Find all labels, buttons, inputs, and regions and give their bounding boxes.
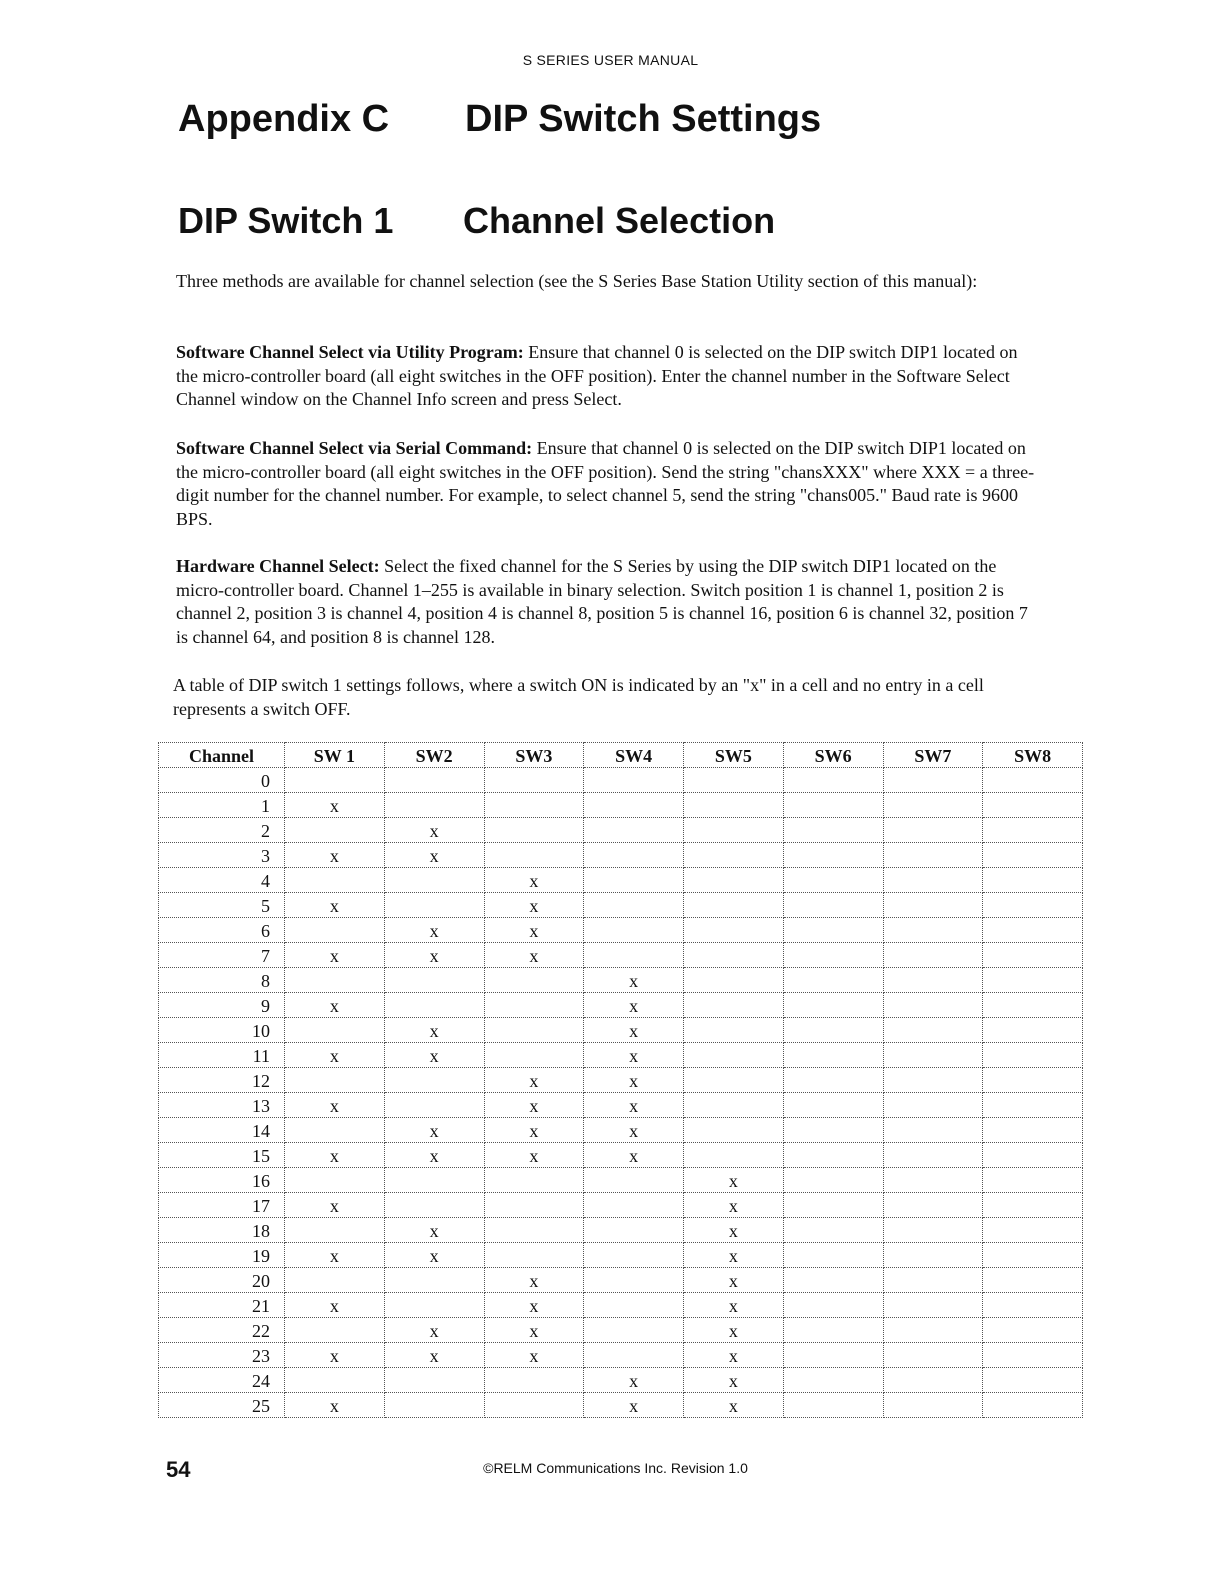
- switch-cell: [983, 1293, 1083, 1318]
- channel-cell: 25: [159, 1393, 285, 1418]
- switch-cell: [384, 1393, 484, 1418]
- channel-cell: 15: [159, 1143, 285, 1168]
- section-title: Channel Selection: [463, 200, 776, 241]
- switch-cell: [484, 1193, 584, 1218]
- switch-cell: [484, 793, 584, 818]
- switch-cell: [783, 1118, 883, 1143]
- page-number: 54: [166, 1457, 191, 1482]
- switch-cell: x: [484, 1068, 584, 1093]
- table-row: [159, 918, 1083, 943]
- switch-cell: x: [384, 1343, 484, 1368]
- switch-cell: [285, 1168, 385, 1193]
- channel-cell: 22: [159, 1318, 285, 1343]
- switch-cell: [983, 1243, 1083, 1268]
- switch-cell: [484, 968, 584, 993]
- switch-cell: [285, 1318, 385, 1343]
- switch-cell: x: [684, 1168, 784, 1193]
- switch-cell: [584, 1193, 684, 1218]
- switch-cell: [883, 1318, 983, 1343]
- switch-cell: x: [285, 793, 385, 818]
- channel-cell: 12: [159, 1068, 285, 1093]
- switch-cell: [484, 993, 584, 1018]
- switch-cell: x: [285, 943, 385, 968]
- switch-cell: [384, 1368, 484, 1393]
- switch-cell: x: [584, 968, 684, 993]
- switch-cell: [484, 1168, 584, 1193]
- channel-cell: 21: [159, 1293, 285, 1318]
- column-header-sw4: SW4: [584, 743, 684, 768]
- switch-cell: [783, 868, 883, 893]
- switch-cell: [783, 843, 883, 868]
- switch-cell: [983, 943, 1083, 968]
- channel-cell: 16: [159, 1168, 285, 1193]
- table-row: [159, 818, 1083, 843]
- switch-cell: [783, 1043, 883, 1068]
- switch-cell: x: [484, 868, 584, 893]
- channel-cell: 17: [159, 1193, 285, 1218]
- switch-cell: [783, 793, 883, 818]
- switch-cell: x: [584, 993, 684, 1018]
- switch-cell: x: [285, 1043, 385, 1068]
- channel-cell: 13: [159, 1093, 285, 1118]
- switch-cell: [584, 793, 684, 818]
- switch-cell: [983, 768, 1083, 793]
- switch-cell: [883, 1118, 983, 1143]
- switch-cell: [783, 768, 883, 793]
- switch-cell: [584, 1318, 684, 1343]
- switch-cell: x: [684, 1218, 784, 1243]
- switch-cell: [384, 1068, 484, 1093]
- switch-cell: [883, 1043, 983, 1068]
- switch-cell: [983, 1318, 1083, 1343]
- switch-cell: [484, 768, 584, 793]
- switch-cell: x: [384, 843, 484, 868]
- switch-cell: x: [484, 918, 584, 943]
- method-text: Ensure that channel 0 is selected on the DIP switch DIP1 located on the micro-controller board (all eight switches in the OFF position). Send the string "chansXXX" where XXX = a three-digit number for the channel number. For example, to select channel 5, send the string "chans005." Baud rate is 9600 BPS.: [176, 438, 1035, 529]
- switch-cell: [584, 818, 684, 843]
- switch-cell: [285, 1118, 385, 1143]
- switch-cell: x: [384, 1318, 484, 1343]
- switch-cell: [285, 1218, 385, 1243]
- switch-cell: [983, 843, 1083, 868]
- switch-cell: [783, 1268, 883, 1293]
- switch-cell: [883, 1143, 983, 1168]
- table-row: [159, 1118, 1083, 1143]
- intro-paragraph: Three methods are available for channel selection (see the S Series Base Station Utility section of this manual):: [176, 271, 978, 291]
- switch-cell: x: [384, 943, 484, 968]
- switch-cell: x: [484, 893, 584, 918]
- table-row: [159, 868, 1083, 893]
- switch-cell: [783, 1193, 883, 1218]
- switch-cell: [883, 968, 983, 993]
- switch-cell: x: [584, 1368, 684, 1393]
- switch-cell: [484, 1243, 584, 1268]
- switch-cell: [584, 843, 684, 868]
- switch-cell: x: [684, 1193, 784, 1218]
- channel-cell: 11: [159, 1043, 285, 1068]
- channel-cell: 3: [159, 843, 285, 868]
- switch-cell: [384, 1093, 484, 1118]
- switch-cell: x: [285, 843, 385, 868]
- method-text: Ensure that channel 0 is selected on the DIP switch DIP1 located on the micro-controller board (all eight switches in the OFF position). Enter the channel number in the Software Select Channel window on the Channel Info screen and press Select.: [176, 342, 1018, 409]
- switch-cell: [384, 868, 484, 893]
- method-hardware-select: [176, 555, 1036, 649]
- table-row: [159, 1343, 1083, 1368]
- switch-cell: [883, 1343, 983, 1368]
- switch-cell: [484, 1018, 584, 1043]
- switch-cell: [384, 1293, 484, 1318]
- switch-cell: x: [484, 1343, 584, 1368]
- switch-cell: x: [285, 1143, 385, 1168]
- switch-cell: x: [484, 1143, 584, 1168]
- switch-cell: [584, 1293, 684, 1318]
- switch-cell: x: [484, 1093, 584, 1118]
- table-row: [159, 1268, 1083, 1293]
- switch-cell: [983, 1393, 1083, 1418]
- switch-cell: [983, 1143, 1083, 1168]
- channel-cell: 20: [159, 1268, 285, 1293]
- switch-cell: x: [484, 1118, 584, 1143]
- switch-cell: [684, 768, 784, 793]
- switch-cell: [783, 893, 883, 918]
- table-row: [159, 1293, 1083, 1318]
- switch-cell: [384, 1268, 484, 1293]
- table-row: [159, 1193, 1083, 1218]
- switch-cell: x: [285, 1343, 385, 1368]
- column-header-sw6: SW6: [783, 743, 883, 768]
- switch-cell: [285, 818, 385, 843]
- column-header-sw1: SW 1: [285, 743, 385, 768]
- switch-cell: [285, 918, 385, 943]
- switch-cell: x: [285, 1293, 385, 1318]
- switch-cell: [983, 868, 1083, 893]
- switch-cell: [783, 1318, 883, 1343]
- table-row: [159, 1043, 1083, 1068]
- table-row: [159, 1393, 1083, 1418]
- switch-cell: x: [684, 1318, 784, 1343]
- switch-cell: [883, 818, 983, 843]
- switch-cell: x: [684, 1393, 784, 1418]
- switch-cell: [684, 1093, 784, 1118]
- table-row: [159, 1368, 1083, 1393]
- switch-cell: [484, 1368, 584, 1393]
- table-row: [159, 1093, 1083, 1118]
- switch-cell: x: [484, 1268, 584, 1293]
- switch-cell: [883, 1268, 983, 1293]
- dip-switch-table: [158, 742, 1083, 1418]
- switch-cell: [684, 1118, 784, 1143]
- switch-cell: [983, 1368, 1083, 1393]
- switch-cell: x: [484, 943, 584, 968]
- switch-cell: [883, 1093, 983, 1118]
- switch-cell: x: [484, 1318, 584, 1343]
- running-header: S SERIES USER MANUAL: [522, 52, 699, 68]
- switch-cell: x: [384, 1118, 484, 1143]
- switch-cell: [684, 793, 784, 818]
- switch-cell: [983, 1043, 1083, 1068]
- table-row: [159, 1168, 1083, 1193]
- channel-cell: 14: [159, 1118, 285, 1143]
- switch-cell: [684, 1068, 784, 1093]
- switch-cell: [883, 893, 983, 918]
- switch-cell: [783, 1143, 883, 1168]
- switch-cell: [983, 893, 1083, 918]
- channel-cell: 9: [159, 993, 285, 1018]
- switch-cell: [584, 1343, 684, 1368]
- switch-cell: [883, 1368, 983, 1393]
- switch-cell: x: [584, 1068, 684, 1093]
- switch-cell: x: [584, 1093, 684, 1118]
- switch-cell: [584, 1218, 684, 1243]
- channel-cell: 6: [159, 918, 285, 943]
- switch-cell: [285, 968, 385, 993]
- channel-cell: 4: [159, 868, 285, 893]
- column-header-sw3: SW3: [484, 743, 584, 768]
- switch-cell: x: [285, 1393, 385, 1418]
- switch-cell: x: [384, 1218, 484, 1243]
- switch-cell: [983, 993, 1083, 1018]
- switch-cell: [983, 1018, 1083, 1043]
- switch-cell: x: [684, 1293, 784, 1318]
- column-header-sw2: SW2: [384, 743, 484, 768]
- switch-cell: x: [684, 1368, 784, 1393]
- switch-cell: [684, 968, 784, 993]
- switch-cell: [285, 1268, 385, 1293]
- switch-cell: [285, 1368, 385, 1393]
- switch-cell: [983, 1093, 1083, 1118]
- table-header-row: [159, 743, 1083, 768]
- switch-cell: x: [285, 1243, 385, 1268]
- column-header-sw7: SW7: [883, 743, 983, 768]
- switch-cell: [883, 918, 983, 943]
- switch-cell: [983, 1118, 1083, 1143]
- channel-cell: 5: [159, 893, 285, 918]
- switch-cell: [883, 1218, 983, 1243]
- switch-cell: [783, 993, 883, 1018]
- method-lead: Hardware Channel Select:: [176, 556, 380, 576]
- switch-cell: [384, 968, 484, 993]
- switch-cell: [983, 968, 1083, 993]
- switch-cell: [883, 943, 983, 968]
- channel-cell: 0: [159, 768, 285, 793]
- switch-cell: [384, 893, 484, 918]
- switch-cell: [883, 843, 983, 868]
- switch-cell: [883, 793, 983, 818]
- switch-cell: [484, 1043, 584, 1068]
- table-body: [159, 768, 1083, 1418]
- switch-cell: [783, 943, 883, 968]
- switch-cell: [584, 1268, 684, 1293]
- switch-cell: [584, 943, 684, 968]
- column-header-channel: Channel: [159, 743, 285, 768]
- switch-cell: [983, 1218, 1083, 1243]
- switch-cell: [584, 868, 684, 893]
- column-header-sw8: SW8: [983, 743, 1083, 768]
- switch-cell: [684, 918, 784, 943]
- switch-cell: [384, 1193, 484, 1218]
- switch-cell: x: [684, 1268, 784, 1293]
- switch-cell: [883, 993, 983, 1018]
- method-text: Select the fixed channel for the S Series by using the DIP switch DIP1 located on the micro-controller board. Channel 1–255 is available in binary selection. Switch position 1 is channel 1, position 2 is channel 2, position 3 is channel 4, position 4 is channel 8, position 5 is channel 16, position 6 is channel 32, position 7 is channel 64, and position 8 is channel 128.: [176, 556, 1028, 647]
- switch-cell: [883, 1243, 983, 1268]
- channel-cell: 8: [159, 968, 285, 993]
- switch-cell: [684, 993, 784, 1018]
- switch-cell: [285, 1018, 385, 1043]
- switch-cell: [783, 1218, 883, 1243]
- switch-cell: [684, 943, 784, 968]
- table-row: [159, 893, 1083, 918]
- switch-cell: [384, 1168, 484, 1193]
- switch-cell: x: [384, 1143, 484, 1168]
- switch-cell: [384, 793, 484, 818]
- switch-cell: [384, 993, 484, 1018]
- switch-cell: [783, 1393, 883, 1418]
- switch-cell: [684, 1143, 784, 1168]
- switch-cell: [783, 1368, 883, 1393]
- switch-cell: [883, 1393, 983, 1418]
- method-utility-program: [176, 341, 1036, 412]
- table-row: [159, 768, 1083, 793]
- switch-cell: [983, 1193, 1083, 1218]
- switch-cell: [783, 1093, 883, 1118]
- switch-cell: x: [584, 1118, 684, 1143]
- switch-cell: [584, 1168, 684, 1193]
- switch-cell: [384, 768, 484, 793]
- switch-cell: [684, 818, 784, 843]
- switch-cell: [783, 1243, 883, 1268]
- switch-cell: [783, 1343, 883, 1368]
- switch-cell: [584, 768, 684, 793]
- appendix-label: Appendix C: [178, 98, 390, 140]
- method-serial-command: [176, 437, 1036, 531]
- channel-cell: 2: [159, 818, 285, 843]
- method-lead: Software Channel Select via Serial Command:: [176, 438, 533, 458]
- switch-cell: [983, 918, 1083, 943]
- switch-cell: x: [584, 1018, 684, 1043]
- switch-cell: x: [285, 1193, 385, 1218]
- channel-cell: 10: [159, 1018, 285, 1043]
- switch-cell: [883, 1293, 983, 1318]
- switch-cell: [783, 1293, 883, 1318]
- switch-cell: [783, 918, 883, 943]
- switch-cell: x: [584, 1043, 684, 1068]
- switch-cell: [983, 1168, 1083, 1193]
- table-row: [159, 1143, 1083, 1168]
- switch-cell: [883, 768, 983, 793]
- switch-cell: [883, 1193, 983, 1218]
- switch-cell: [983, 1268, 1083, 1293]
- switch-cell: [783, 1018, 883, 1043]
- channel-cell: 23: [159, 1343, 285, 1368]
- channel-cell: 19: [159, 1243, 285, 1268]
- switch-cell: x: [285, 1093, 385, 1118]
- switch-cell: [883, 1018, 983, 1043]
- channel-cell: 7: [159, 943, 285, 968]
- appendix-title: DIP Switch Settings: [465, 98, 822, 140]
- table-row: [159, 1218, 1083, 1243]
- switch-cell: [584, 893, 684, 918]
- table-note: A table of DIP switch 1 settings follows, where a switch ON is indicated by an "x" in a cell and no entry in a cell represents a switch OFF.: [173, 675, 984, 719]
- switch-cell: x: [484, 1293, 584, 1318]
- column-header-sw5: SW5: [684, 743, 784, 768]
- switch-cell: [484, 818, 584, 843]
- switch-cell: [285, 868, 385, 893]
- switch-cell: [484, 1393, 584, 1418]
- switch-cell: [783, 1168, 883, 1193]
- table-row: [159, 843, 1083, 868]
- channel-cell: 18: [159, 1218, 285, 1243]
- method-lead: Software Channel Select via Utility Program:: [176, 342, 524, 362]
- switch-cell: x: [584, 1393, 684, 1418]
- switch-cell: x: [584, 1143, 684, 1168]
- switch-cell: [285, 768, 385, 793]
- switch-cell: [983, 793, 1083, 818]
- switch-cell: [285, 1068, 385, 1093]
- footer-copyright: ©RELM Communications Inc. Revision 1.0: [483, 1460, 748, 1476]
- switch-cell: x: [285, 993, 385, 1018]
- switch-cell: [584, 1243, 684, 1268]
- switch-cell: [983, 1068, 1083, 1093]
- table-row: [159, 1318, 1083, 1343]
- switch-cell: [883, 868, 983, 893]
- table-row: [159, 1068, 1083, 1093]
- switch-cell: [883, 1168, 983, 1193]
- switch-cell: x: [684, 1343, 784, 1368]
- switch-cell: [584, 918, 684, 943]
- table-row: [159, 1243, 1083, 1268]
- switch-cell: [684, 893, 784, 918]
- switch-cell: [783, 818, 883, 843]
- switch-cell: [883, 1068, 983, 1093]
- switch-cell: x: [285, 893, 385, 918]
- switch-cell: [983, 1343, 1083, 1368]
- table-row: [159, 968, 1083, 993]
- switch-cell: [983, 818, 1083, 843]
- switch-cell: x: [384, 1018, 484, 1043]
- switch-cell: [684, 1018, 784, 1043]
- switch-cell: [684, 868, 784, 893]
- switch-cell: [484, 843, 584, 868]
- switch-cell: x: [384, 1243, 484, 1268]
- channel-cell: 1: [159, 793, 285, 818]
- table-row: [159, 943, 1083, 968]
- switch-cell: [783, 1068, 883, 1093]
- table-row: [159, 1018, 1083, 1043]
- channel-cell: 24: [159, 1368, 285, 1393]
- table-row: [159, 793, 1083, 818]
- switch-cell: [484, 1218, 584, 1243]
- switch-cell: x: [384, 918, 484, 943]
- switch-cell: [783, 968, 883, 993]
- table-row: [159, 993, 1083, 1018]
- switch-cell: [684, 1043, 784, 1068]
- switch-cell: x: [384, 818, 484, 843]
- switch-cell: x: [684, 1243, 784, 1268]
- section-label: DIP Switch 1: [178, 200, 394, 241]
- switch-cell: x: [384, 1043, 484, 1068]
- switch-cell: [684, 843, 784, 868]
